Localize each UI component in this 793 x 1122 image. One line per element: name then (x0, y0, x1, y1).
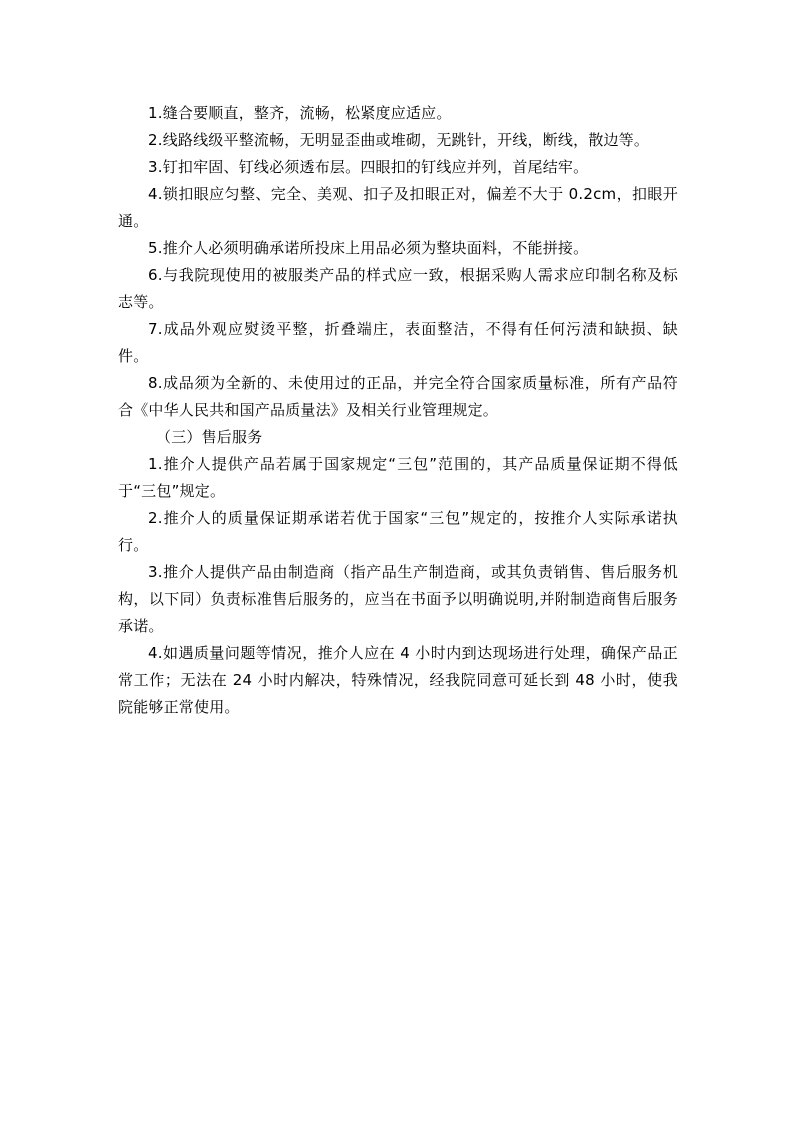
quality-item-1: 1.缝合要顺直，整齐，流畅，松紧度应适应。 (148, 104, 452, 122)
after-sales-item-2: 2.推介人的质量保证期承诺若优于国家“三包”规定的，按推介人实际承诺执行。 (118, 509, 678, 554)
quality-item-5: 5.推介人必须明确承诺所投床上用品必须为整块面料，不能拼接。 (148, 239, 589, 257)
quality-item-2: 2.线路线级平整流畅，无明显歪曲或堆砌，无跳针，开线，断线，散边等。 (148, 131, 650, 149)
quality-item-4: 4.锁扣眼应匀整、完全、美观、扣子及扣眼正对，偏差不大于 0.2cm，扣眼开通。 (118, 185, 678, 230)
quality-item-3: 3.钉扣牢固、钉线必须透布层。四眼扣的钉线应并列，首尾结牢。 (148, 158, 589, 176)
after-sales-item-3: 3.推介人提供产品由制造商（指产品生产制造商，或其负责销售、售后服务机构，以下同）负责标准售后服务的，应当在书面予以明确说明,并附制造商售后服务承诺。 (118, 563, 678, 635)
after-sales-item-1: 1.推介人提供产品若属于国家规定“三包”范围的，其产品质量保证期不得低于“三包”规定。 (118, 455, 678, 500)
section-heading-after-sales: （三）售后服务 (156, 428, 263, 446)
document-body (118, 100, 678, 721)
quality-item-6: 6.与我院现使用的被服类产品的样式应一致，根据采购人需求应印制名称及标志等。 (118, 266, 678, 311)
quality-item-8: 8.成品须为全新的、未使用过的正品，并完全符合国家质量标准，所有产品符合《中华人民共和国产品质量法》及相关行业管理规定。 (118, 374, 678, 419)
quality-item-7: 7.成品外观应熨烫平整，折叠端庄，表面整洁，不得有任何污渍和缺损、缺件。 (118, 320, 678, 365)
after-sales-item-4: 4.如遇质量问题等情况，推介人应在 4 小时内到达现场进行处理，确保产品正常工作；无法在 24 小时内解决，特殊情况，经我院同意可延长到 48 小时，使我院能够正常使用。 (118, 644, 678, 716)
